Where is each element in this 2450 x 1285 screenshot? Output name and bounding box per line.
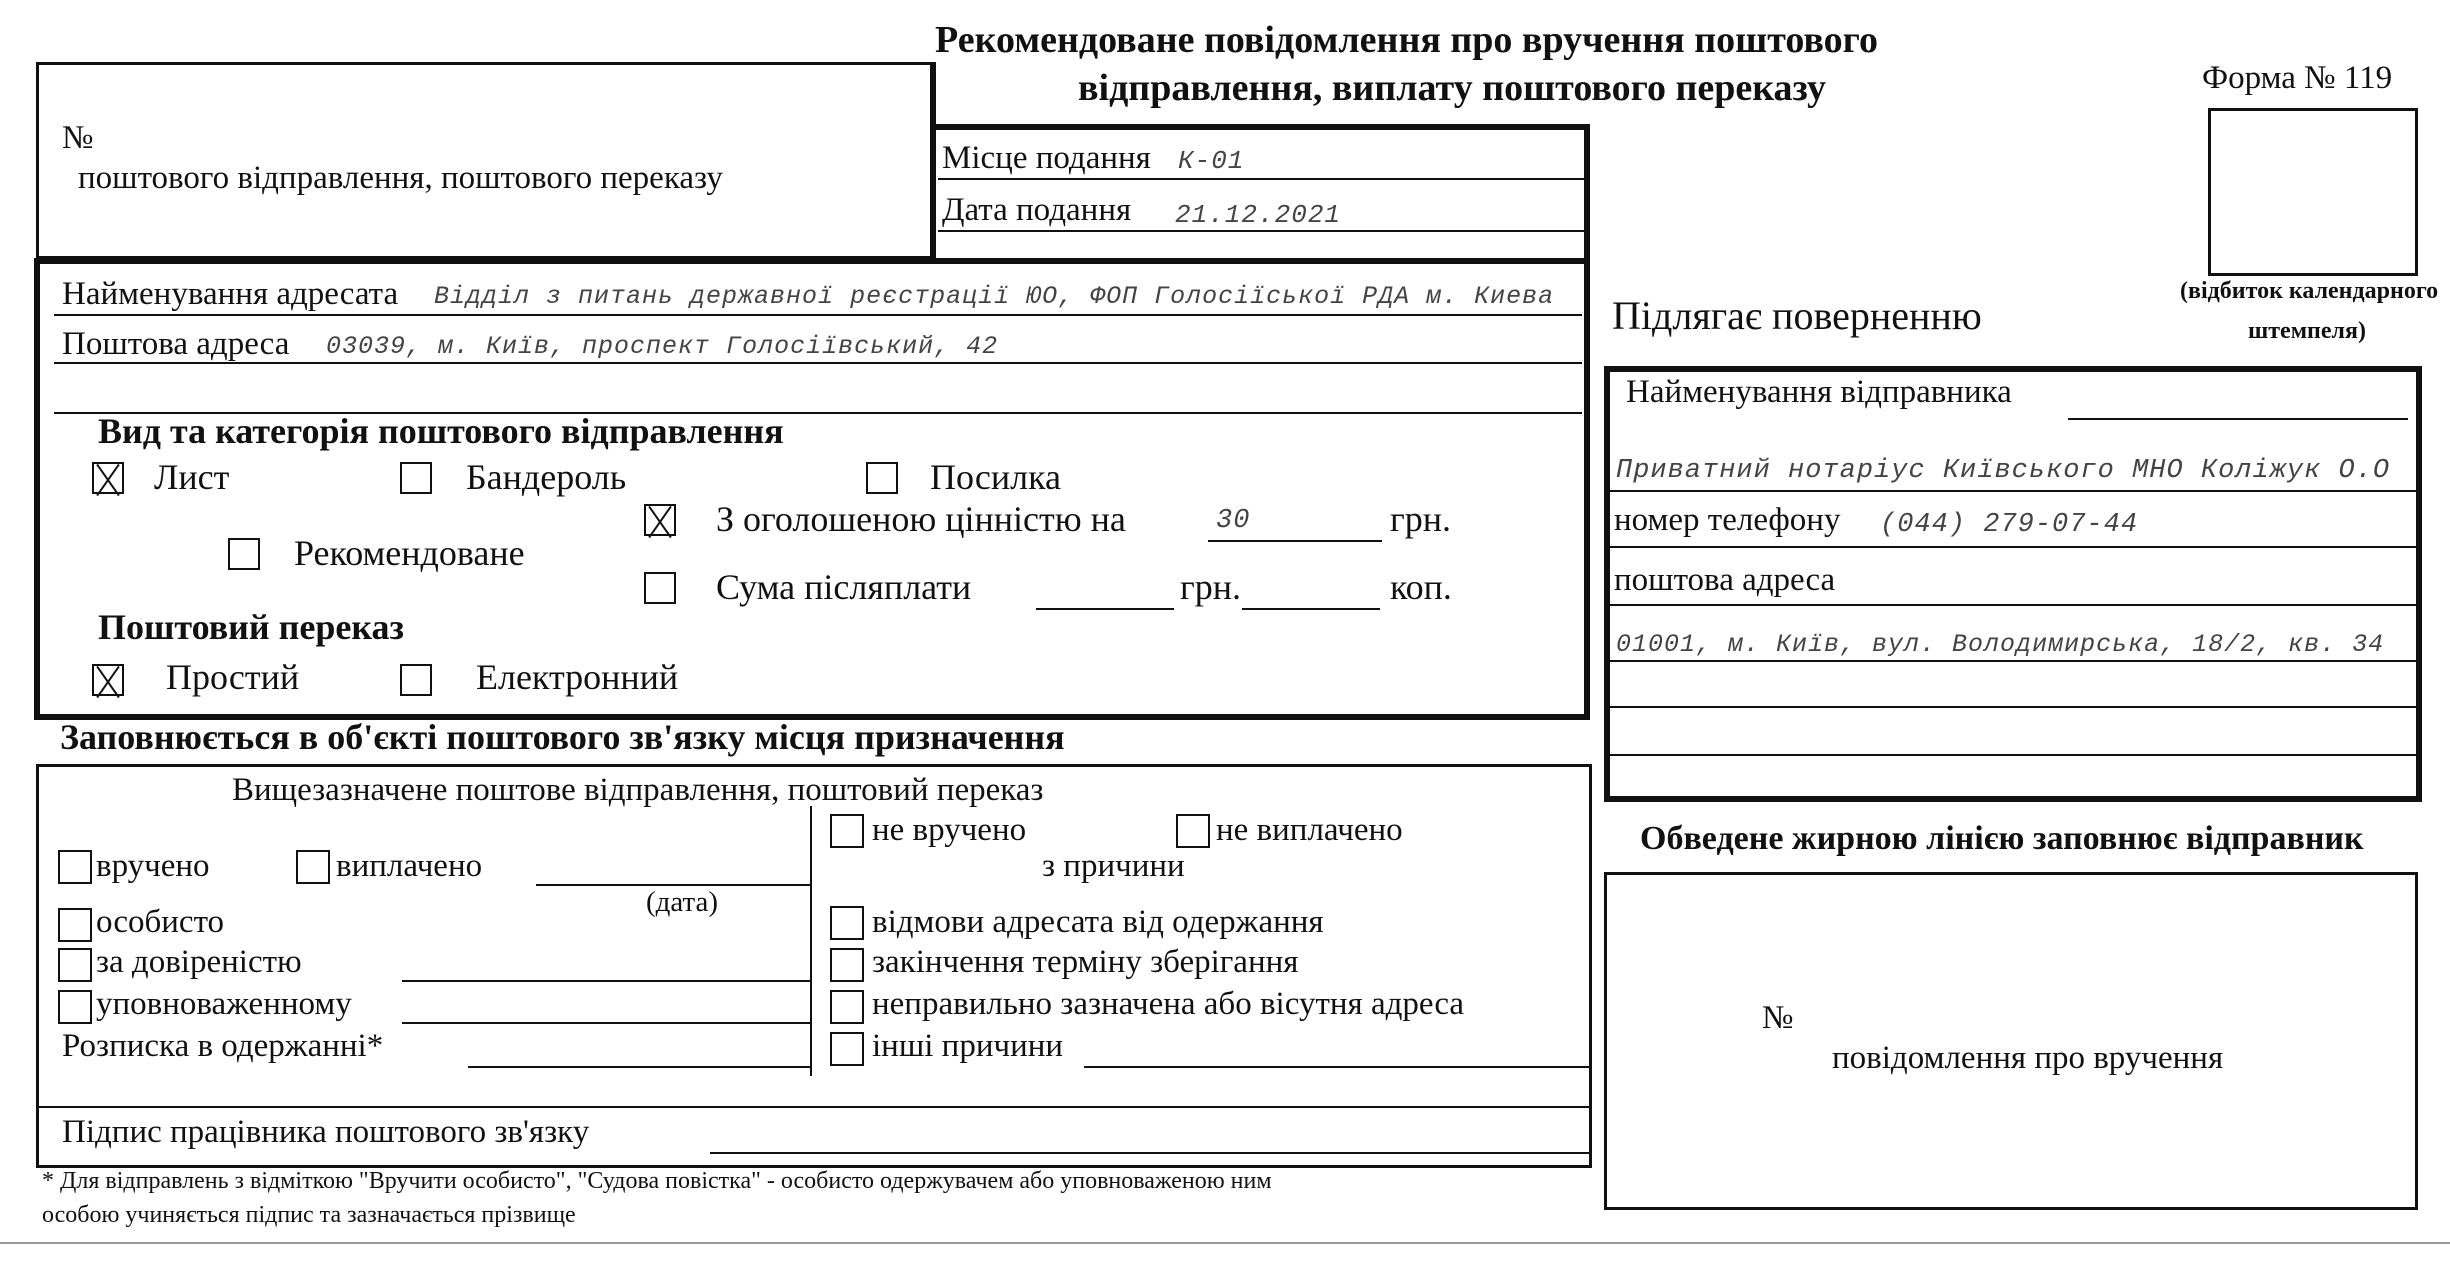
category-heading: Вид та категорія поштового відправлення	[98, 411, 784, 451]
declared-value-currency: грн.	[1390, 499, 1452, 539]
sender-phone-label: номер телефону	[1614, 502, 1841, 538]
place-underline	[938, 178, 1584, 180]
cod-label: Сума післяплати	[716, 567, 972, 607]
other-reasons-checkbox[interactable]	[830, 1032, 864, 1066]
not-delivered-label: не вручено	[872, 812, 1027, 848]
cod-kop: коп.	[1390, 567, 1452, 607]
form-title-line1: Рекомендоване повідомлення про вручення поштового	[935, 19, 1878, 61]
delivery-date-caption: (дата)	[646, 886, 719, 918]
other-reasons-label: інші причини	[872, 1028, 1064, 1064]
cod-checkbox[interactable]	[644, 572, 676, 604]
date-underline	[938, 230, 1584, 232]
transfer-heading: Поштовий переказ	[98, 607, 405, 647]
not-paid-label: не виплачено	[1216, 812, 1403, 848]
simple-transfer-label: Простий	[166, 657, 300, 697]
simple-transfer-checkbox[interactable]	[92, 664, 124, 696]
authorized-checkbox[interactable]	[58, 990, 92, 1024]
small-parcel-label: Бандероль	[466, 457, 627, 497]
footnote-line1: * Для відправлень з відміткою "Вручити особисто", "Судова повістка" - особисто одержувачем або уповноваженою ним	[42, 1168, 1272, 1194]
sender-address-value[interactable]: 01001, м. Київ, вул. Володимирська, 18/2, кв. 34	[1616, 630, 2385, 659]
notice-symbol: №	[1762, 1000, 1794, 1036]
personally-checkbox[interactable]	[58, 908, 92, 942]
addressee-address-underline	[54, 362, 1582, 364]
addressee-name-underline	[54, 314, 1582, 316]
receipt-label: Розписка в одержанні*	[62, 1028, 384, 1064]
small-parcel-checkbox[interactable]	[400, 462, 432, 494]
date-label: Дата подання	[942, 192, 1132, 228]
sender-address-underline	[1610, 660, 2416, 662]
personally-label: особисто	[96, 904, 225, 940]
reason-label: з причини	[1042, 848, 1185, 884]
by-proxy-underline	[402, 980, 810, 982]
paid-label: виплачено	[336, 848, 483, 884]
sender-extra-underline-2	[1610, 754, 2416, 756]
receipt-underline	[468, 1066, 810, 1068]
calendar-stamp-box	[2208, 108, 2418, 276]
postal-signature-label: Підпис працівника поштового зв'язку	[62, 1114, 590, 1150]
wrong-address-checkbox[interactable]	[830, 990, 864, 1024]
notice-caption: повідомлення про вручення	[1832, 1040, 2224, 1076]
page-bottom-rule	[0, 1242, 2450, 1244]
expired-checkbox[interactable]	[830, 948, 864, 982]
letter-label: Лист	[154, 457, 230, 497]
declared-value-checkbox[interactable]	[644, 504, 676, 536]
expired-label: закінчення терміну зберігання	[872, 944, 1299, 980]
registered-checkbox[interactable]	[228, 538, 260, 570]
declared-value-amount[interactable]: 30	[1216, 506, 1251, 536]
sender-extra-underline-1	[1610, 706, 2416, 708]
sender-name-value[interactable]: Приватний нотаріус Київського МНО Коліжук О.О	[1616, 456, 2391, 486]
electronic-transfer-checkbox[interactable]	[400, 664, 432, 696]
addressee-name-value[interactable]: Відділ з питань державної реєстрації ЮО, ФОП Голосіїської РДА м. Киева	[434, 282, 1555, 311]
authorized-underline	[402, 1022, 810, 1024]
parcel-checkbox[interactable]	[866, 462, 898, 494]
sender-name-label: Найменування відправника	[1626, 374, 2012, 410]
number-caption: поштового відправлення, поштового переказу	[78, 160, 723, 196]
refusal-checkbox[interactable]	[830, 906, 864, 940]
not-paid-checkbox[interactable]	[1176, 814, 1210, 848]
delivered-label: вручено	[96, 848, 210, 884]
number-symbol: №	[62, 120, 94, 156]
sender-phone-underline	[1610, 546, 2416, 548]
form-title-line2: відправлення, виплату поштового переказу	[1078, 67, 1827, 109]
paid-checkbox[interactable]	[296, 850, 330, 884]
sender-phone-value[interactable]: (044) 279-07-44	[1880, 510, 2139, 540]
by-proxy-checkbox[interactable]	[58, 948, 92, 982]
authorized-label: уповноваженному	[96, 986, 352, 1022]
wrong-address-label: неправильно зазначена або вісутня адреса	[872, 986, 1465, 1022]
destination-heading: Заповнюється в об'єкті поштового зв'язку місця призначення	[60, 717, 1065, 757]
sender-name-underline	[1610, 490, 2416, 492]
form-number: Форма № 119	[2202, 60, 2393, 96]
cod-kop-underline	[1242, 608, 1380, 610]
destination-separator	[38, 1106, 1590, 1108]
sender-address-label-underline	[1610, 604, 2416, 606]
delivered-checkbox[interactable]	[58, 850, 92, 884]
sender-name-underline-top	[2068, 418, 2408, 420]
cod-currency: грн.	[1180, 567, 1242, 607]
electronic-transfer-label: Електронний	[476, 657, 679, 697]
other-reasons-underline	[1084, 1066, 1590, 1068]
destination-divider	[810, 806, 812, 1076]
by-proxy-label: за довіреністю	[96, 944, 302, 980]
addressee-address-label: Поштова адреса	[62, 326, 290, 362]
date-value[interactable]: 21.12.2021	[1175, 200, 1342, 230]
addressee-address-value[interactable]: 03039, м. Київ, проспект Голосіївський, 42	[326, 332, 999, 361]
sender-note: Обведене жирною лінією заповнює відправник	[1640, 820, 2364, 857]
return-label: Підлягає поверненню	[1612, 293, 1982, 338]
sender-address-label: поштова адреса	[1614, 562, 1836, 598]
declared-value-label: З оголошеною цінністю на	[716, 499, 1126, 539]
declared-value-underline	[1208, 540, 1382, 542]
destination-subheading: Вищезазначене поштове відправлення, поштовий переказ	[232, 772, 1044, 808]
not-delivered-checkbox[interactable]	[830, 814, 864, 848]
parcel-label: Посилка	[930, 457, 1062, 497]
cod-amount-underline	[1036, 608, 1174, 610]
stamp-caption-line1: (відбиток календарного	[2180, 278, 2439, 304]
place-label: Місце подання	[942, 140, 1151, 176]
footnote-line2: особою учиняється підпис та зазначається прізвище	[42, 1202, 576, 1228]
stamp-caption-line2: штемпеля)	[2248, 318, 2366, 344]
addressee-name-label: Найменування адресата	[62, 276, 399, 312]
place-value[interactable]: К-01	[1178, 146, 1245, 176]
refusal-label: відмови адресата від одержання	[872, 904, 1324, 940]
letter-checkbox[interactable]	[92, 462, 124, 494]
postal-signature-underline	[710, 1152, 1590, 1154]
registered-label: Рекомендоване	[294, 533, 525, 573]
